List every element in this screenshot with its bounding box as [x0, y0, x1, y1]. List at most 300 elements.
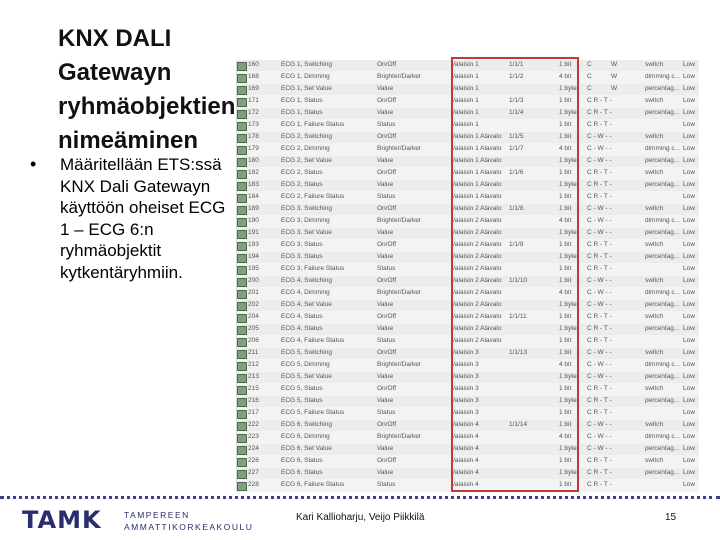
- cell-function: Value: [377, 301, 394, 308]
- cell-priority: Low: [683, 253, 695, 260]
- cell-object-name: ECG 3, Set Value: [281, 229, 332, 236]
- cell-length: 1 bit: [559, 193, 572, 200]
- cell-flags: C R - T -: [587, 409, 612, 416]
- cell-description: Valaisin 1 Alavalo: [451, 133, 502, 140]
- cell-flags: C - W - -: [587, 133, 612, 140]
- cell-length: 1 bit: [559, 349, 572, 356]
- group-object-icon: [237, 398, 247, 407]
- cell-length: 1 bit: [559, 265, 572, 272]
- cell-flags: C R - T -: [587, 169, 612, 176]
- cell-object-number: 173: [248, 121, 259, 128]
- cell-data-type: switch: [645, 457, 664, 464]
- bullet-text: Määritellään ETS:ssä KNX Dali Gatewayn käyttöön oheiset ECG 1 – ECG 6:n ryhmäobjektit kytkentäryhmiin.: [60, 155, 226, 282]
- cell-group-address: 1/1/1: [509, 61, 524, 68]
- cell-length: 1 byte: [559, 397, 577, 404]
- cell-flags: C R - T -: [587, 253, 612, 260]
- cell-object-name: ECG 4, Switching: [281, 277, 332, 284]
- cell-group-address: 1/1/4: [509, 109, 524, 116]
- cell-data-type: dimming c...: [645, 361, 681, 368]
- cell-length: 1 bit: [559, 97, 572, 104]
- footer-divider: [0, 496, 720, 499]
- cell-length: 1 bit: [559, 169, 572, 176]
- cell-flags: C R - T -: [587, 193, 612, 200]
- cell-group-address: 1/1/8: [509, 205, 524, 212]
- cell-data-type: switch: [645, 241, 664, 248]
- cell-group-address: 1/1/10: [509, 277, 528, 284]
- cell-flags: C - W - -: [587, 445, 612, 452]
- group-object-icon: [237, 266, 247, 275]
- cell-function: Status: [377, 409, 396, 416]
- cell-function: On/Off: [377, 457, 397, 464]
- cell-group-address: 1/1/11: [509, 313, 527, 320]
- cell-object-name: ECG 6, Failure Status: [281, 481, 345, 488]
- cell-group-address: 1/1/2: [509, 73, 524, 80]
- cell-data-type: percentag...: [645, 373, 680, 380]
- cell-priority: Low: [683, 109, 695, 116]
- cell-object-name: ECG 1, Status: [281, 109, 323, 116]
- cell-priority: Low: [683, 469, 695, 476]
- group-object-icon: [237, 134, 247, 143]
- group-object-icon: [237, 482, 247, 491]
- cell-function: Value: [377, 397, 394, 404]
- cell-priority: Low: [683, 277, 695, 284]
- cell-length: 1 bit: [559, 313, 572, 320]
- cell-priority: Low: [683, 121, 695, 128]
- group-object-icon: [237, 278, 247, 287]
- cell-description: Valaisin 1 Alavalo: [451, 169, 502, 176]
- cell-length: 1 bit: [559, 409, 572, 416]
- cell-priority: Low: [683, 481, 695, 488]
- cell-priority: Low: [683, 85, 695, 92]
- cell-priority: Low: [683, 73, 695, 80]
- cell-priority: Low: [683, 457, 695, 464]
- cell-data-type: switch: [645, 277, 664, 284]
- cell-priority: Low: [683, 193, 695, 200]
- cell-data-type: percentag...: [645, 253, 680, 260]
- cell-group-address: 1/1/5: [509, 133, 524, 140]
- group-object-icon: [237, 314, 247, 323]
- cell-function: On/Off: [377, 133, 397, 140]
- cell-description: Valaisin 3: [451, 385, 479, 392]
- slide-title: KNX DALI Gatewayn ryhmäobjektien nimeäminen: [58, 25, 236, 154]
- cell-object-number: 227: [248, 469, 259, 476]
- cell-flags: C R - T -: [587, 121, 612, 128]
- cell-length: 1 bit: [559, 241, 572, 248]
- cell-object-number: 215: [248, 385, 259, 392]
- cell-object-name: ECG 1, Status: [281, 97, 323, 104]
- cell-length: 1 bit: [559, 133, 572, 140]
- cell-description: Valaisin 2 Alavalo: [451, 337, 502, 344]
- cell-data-type: switch: [645, 205, 664, 212]
- cell-function: Brighter/Darker: [377, 361, 422, 368]
- cell-object-number: 211: [248, 349, 259, 356]
- group-object-icon: [237, 206, 247, 215]
- cell-priority: Low: [683, 133, 695, 140]
- cell-object-name: ECG 2, Failure Status: [281, 193, 345, 200]
- group-object-icon: [237, 62, 247, 71]
- cell-flags: C R - T -: [587, 265, 612, 272]
- cell-flags: C - W - -: [587, 361, 612, 368]
- cell-function: Value: [377, 157, 394, 164]
- cell-length: 1 byte: [559, 469, 577, 476]
- cell-flags: C R - T -: [587, 397, 612, 404]
- cell-priority: Low: [683, 433, 695, 440]
- cell-object-name: ECG 3, Dimming: [281, 217, 330, 224]
- cell-function: Value: [377, 85, 394, 92]
- cell-object-number: 168: [248, 73, 259, 80]
- cell-description: Valaisin 3: [451, 373, 479, 380]
- cell-length: 1 byte: [559, 85, 577, 92]
- cell-group-address: 1/1/3: [509, 97, 524, 104]
- cell-object-number: 182: [248, 169, 259, 176]
- group-object-icon: [237, 302, 247, 311]
- cell-object-name: ECG 5, Set Value: [281, 373, 332, 380]
- cell-function: Value: [377, 373, 394, 380]
- cell-function: Value: [377, 253, 394, 260]
- cell-flags: C R - T -: [587, 481, 612, 488]
- cell-flags: C R - T -: [587, 241, 612, 248]
- cell-group-address: 1/1/9: [509, 241, 524, 248]
- cell-object-number: 191: [248, 229, 259, 236]
- cell-object-number: 171: [248, 97, 259, 104]
- cell-object-number: 223: [248, 433, 259, 440]
- cell-object-number: 216: [248, 397, 259, 404]
- cell-flags: C - W - -: [587, 205, 612, 212]
- cell-flags: C - W - -: [587, 217, 612, 224]
- cell-function: Status: [377, 193, 396, 200]
- cell-priority: Low: [683, 301, 695, 308]
- cell-object-number: 202: [248, 301, 259, 308]
- cell-length: 4 bit: [559, 217, 572, 224]
- cell-length: 4 bit: [559, 289, 572, 296]
- cell-flags: C: [587, 85, 592, 92]
- cell-data-type: switch: [645, 97, 664, 104]
- cell-object-name: ECG 4, Failure Status: [281, 337, 345, 344]
- cell-object-number: 179: [248, 145, 259, 152]
- cell-function: On/Off: [377, 97, 397, 104]
- cell-function: Status: [377, 265, 396, 272]
- cell-description: Valaisin 1: [451, 121, 479, 128]
- cell-flags: C - W - -: [587, 145, 612, 152]
- group-object-icon: [237, 362, 247, 371]
- cell-object-name: ECG 2, Dimming: [281, 145, 330, 152]
- cell-description: Valaisin 1: [451, 61, 479, 68]
- cell-data-type: switch: [645, 169, 664, 176]
- cell-description: Valaisin 3: [451, 409, 479, 416]
- cell-object-number: 206: [248, 337, 259, 344]
- cell-description: Valaisin 3: [451, 397, 479, 404]
- cell-length: 4 bit: [559, 361, 572, 368]
- cell-object-name: ECG 3, Status: [281, 253, 323, 260]
- cell-group-address: 1/1/14: [509, 421, 528, 428]
- cell-object-number: 200: [248, 277, 259, 284]
- cell-description: Valaisin 2 Alavalo: [451, 253, 502, 260]
- cell-object-name: ECG 3, Switching: [281, 205, 332, 212]
- cell-flags: C: [587, 73, 592, 80]
- cell-object-number: 169: [248, 85, 259, 92]
- cell-object-name: ECG 2, Switching: [281, 133, 332, 140]
- cell-flags: C R - T -: [587, 385, 612, 392]
- cell-object-number: 201: [248, 289, 259, 296]
- cell-flags: C R - T -: [587, 325, 612, 332]
- cell-length: 1 bit: [559, 61, 572, 68]
- tamk-logo: [22, 506, 252, 536]
- cell-data-type: dimming c...: [645, 289, 681, 296]
- group-object-icon: [237, 122, 247, 131]
- cell-length: 1 bit: [559, 121, 572, 128]
- cell-object-number: 195: [248, 265, 259, 272]
- cell-length: 1 byte: [559, 373, 577, 380]
- cell-object-number: 194: [248, 253, 259, 260]
- logo-line-2: AMMATTIKORKEAKOULU: [124, 522, 254, 532]
- cell-length: 1 bit: [559, 421, 572, 428]
- cell-data-type: percentag...: [645, 109, 680, 116]
- cell-length: 1 byte: [559, 301, 577, 308]
- cell-description: Valaisin 2 Alavalo: [451, 325, 502, 332]
- group-object-icon: [237, 254, 247, 263]
- group-object-icon: [237, 218, 247, 227]
- cell-length: 1 byte: [559, 157, 577, 164]
- cell-description: Valaisin 4: [451, 433, 479, 440]
- group-object-icon: [237, 170, 247, 179]
- cell-description: Valaisin 1 Alavalo: [451, 193, 502, 200]
- cell-function: On/Off: [377, 349, 397, 356]
- cell-description: Valaisin 2 Alavalo: [451, 289, 502, 296]
- cell-description: Valaisin 2 Alavalo: [451, 229, 502, 236]
- cell-object-number: 190: [248, 217, 259, 224]
- cell-length: 1 bit: [559, 205, 572, 212]
- cell-function: On/Off: [377, 61, 397, 68]
- cell-length: 1 byte: [559, 325, 577, 332]
- cell-description: Valaisin 3: [451, 361, 479, 368]
- cell-flags-extra: W: [611, 85, 618, 92]
- cell-data-type: percentag...: [645, 181, 680, 188]
- cell-length: 1 bit: [559, 385, 572, 392]
- logo-line-1: TAMPEREEN: [124, 510, 190, 520]
- group-object-icon: [237, 386, 247, 395]
- cell-object-number: 193: [248, 241, 259, 248]
- cell-data-type: percentag...: [645, 325, 680, 332]
- cell-description: Valaisin 1 Alavalo: [451, 145, 502, 152]
- cell-priority: Low: [683, 145, 695, 152]
- group-object-icon: [237, 446, 247, 455]
- cell-length: 1 byte: [559, 229, 577, 236]
- cell-object-name: ECG 3, Status: [281, 241, 323, 248]
- group-object-icon: [237, 350, 247, 359]
- cell-function: On/Off: [377, 241, 397, 248]
- cell-object-number: 226: [248, 457, 259, 464]
- cell-function: Brighter/Darker: [377, 433, 422, 440]
- cell-object-name: ECG 6, Set Value: [281, 445, 332, 452]
- cell-data-type: switch: [645, 385, 664, 392]
- cell-object-number: 184: [248, 193, 259, 200]
- cell-data-type: percentag...: [645, 157, 680, 164]
- cell-flags: C - W - -: [587, 157, 612, 164]
- cell-object-number: 178: [248, 133, 259, 140]
- cell-object-number: 205: [248, 325, 259, 332]
- cell-priority: Low: [683, 385, 695, 392]
- cell-length: 4 bit: [559, 433, 572, 440]
- group-object-icon: [237, 410, 247, 419]
- cell-function: Status: [377, 121, 396, 128]
- cell-priority: Low: [683, 409, 695, 416]
- group-object-icon: [237, 290, 247, 299]
- cell-group-address: 1/1/6: [509, 169, 524, 176]
- cell-object-number: 180: [248, 157, 259, 164]
- cell-description: Valaisin 2 Alavalo: [451, 277, 502, 284]
- cell-priority: Low: [683, 373, 695, 380]
- group-object-icon: [237, 242, 247, 251]
- cell-flags: C - W - -: [587, 277, 612, 284]
- cell-data-type: percentag...: [645, 469, 680, 476]
- cell-flags: C R - T -: [587, 457, 612, 464]
- group-object-icon: [237, 110, 247, 119]
- cell-function: On/Off: [377, 421, 397, 428]
- cell-data-type: percentag...: [645, 229, 680, 236]
- cell-function: Value: [377, 469, 394, 476]
- cell-description: Valaisin 4: [451, 469, 479, 476]
- cell-flags: C R - T -: [587, 469, 612, 476]
- logo-mark: TAMK: [22, 506, 102, 534]
- cell-length: 4 bit: [559, 73, 572, 80]
- cell-priority: Low: [683, 61, 695, 68]
- cell-data-type: switch: [645, 133, 664, 140]
- cell-length: 4 bit: [559, 145, 572, 152]
- cell-function: Status: [377, 481, 396, 488]
- cell-object-name: ECG 6, Dimming: [281, 433, 330, 440]
- cell-function: Brighter/Darker: [377, 73, 422, 80]
- group-object-icon: [237, 182, 247, 191]
- cell-function: On/Off: [377, 313, 397, 320]
- cell-function: Value: [377, 445, 394, 452]
- cell-function: On/Off: [377, 385, 397, 392]
- cell-data-type: dimming c...: [645, 73, 681, 80]
- cell-length: 1 byte: [559, 445, 577, 452]
- cell-flags: C - W - -: [587, 349, 612, 356]
- cell-data-type: switch: [645, 313, 664, 320]
- cell-data-type: switch: [645, 61, 664, 68]
- cell-object-number: 222: [248, 421, 259, 428]
- cell-length: 1 byte: [559, 181, 577, 188]
- group-object-icon: [237, 374, 247, 383]
- cell-description: Valaisin 2 Alavalo: [451, 241, 502, 248]
- cell-flags: C - W - -: [587, 433, 612, 440]
- cell-flags: C R - T -: [587, 337, 612, 344]
- cell-function: Brighter/Darker: [377, 289, 422, 296]
- cell-object-number: 189: [248, 205, 259, 212]
- cell-data-type: dimming c...: [645, 433, 681, 440]
- cell-priority: Low: [683, 361, 695, 368]
- cell-priority: Low: [683, 445, 695, 452]
- cell-object-name: ECG 2, Status: [281, 169, 323, 176]
- cell-function: On/Off: [377, 169, 397, 176]
- cell-priority: Low: [683, 421, 695, 428]
- cell-description: Valaisin 4: [451, 457, 479, 464]
- group-object-icon: [237, 86, 247, 95]
- cell-length: 1 byte: [559, 253, 577, 260]
- cell-object-number: 224: [248, 445, 259, 452]
- cell-data-type: switch: [645, 421, 664, 428]
- cell-priority: Low: [683, 349, 695, 356]
- cell-object-name: ECG 1, Dimming: [281, 73, 330, 80]
- cell-object-name: ECG 1, Set Value: [281, 85, 332, 92]
- cell-object-number: 183: [248, 181, 259, 188]
- cell-object-number: 228: [248, 481, 259, 488]
- cell-flags: C R - T -: [587, 313, 612, 320]
- cell-object-name: ECG 5, Failure Status: [281, 409, 345, 416]
- cell-flags: C - W - -: [587, 229, 612, 236]
- cell-flags-extra: W: [611, 73, 618, 80]
- group-object-icon: [237, 74, 247, 83]
- cell-function: On/Off: [377, 277, 397, 284]
- cell-data-type: dimming c...: [645, 217, 681, 224]
- cell-flags-extra: W: [611, 61, 618, 68]
- cell-flags: C - W - -: [587, 289, 612, 296]
- cell-data-type: dimming c...: [645, 145, 681, 152]
- cell-description: Valaisin 2 Alavalo: [451, 301, 502, 308]
- group-object-icon: [237, 338, 247, 347]
- cell-object-name: ECG 5, Status: [281, 397, 323, 404]
- cell-function: Value: [377, 325, 394, 332]
- cell-data-type: switch: [645, 349, 664, 356]
- cell-description: Valaisin 1 Alavalo: [451, 157, 502, 164]
- cell-description: Valaisin 1: [451, 73, 479, 80]
- cell-object-name: ECG 3, Failure Status: [281, 265, 345, 272]
- cell-priority: Low: [683, 217, 695, 224]
- cell-function: Brighter/Darker: [377, 145, 422, 152]
- group-object-icon: [237, 230, 247, 239]
- cell-object-number: 204: [248, 313, 259, 320]
- group-object-icon: [237, 422, 247, 431]
- cell-flags: C - W - -: [587, 373, 612, 380]
- cell-priority: Low: [683, 337, 695, 344]
- cell-object-number: 160: [248, 61, 259, 68]
- cell-description: Valaisin 4: [451, 445, 479, 452]
- group-object-icon: [237, 326, 247, 335]
- group-object-icon: [237, 98, 247, 107]
- cell-data-type: percentag...: [645, 85, 680, 92]
- cell-priority: Low: [683, 229, 695, 236]
- cell-description: Valaisin 2 Alavalo: [451, 265, 502, 272]
- cell-length: 1 byte: [559, 109, 577, 116]
- cell-object-name: ECG 4, Dimming: [281, 289, 330, 296]
- cell-object-number: 172: [248, 109, 259, 116]
- cell-description: Valaisin 3: [451, 349, 479, 356]
- cell-priority: Low: [683, 397, 695, 404]
- cell-length: 1 bit: [559, 457, 572, 464]
- cell-flags: C - W - -: [587, 301, 612, 308]
- cell-length: 1 bit: [559, 277, 572, 284]
- page-number: 15: [665, 512, 677, 523]
- cell-object-name: ECG 6, Status: [281, 457, 323, 464]
- cell-priority: Low: [683, 241, 695, 248]
- cell-function: Value: [377, 229, 394, 236]
- cell-object-name: ECG 5, Switching: [281, 349, 332, 356]
- cell-description: Valaisin 1: [451, 97, 479, 104]
- cell-object-name: ECG 1, Switching: [281, 61, 332, 68]
- cell-priority: Low: [683, 265, 695, 272]
- cell-object-number: 217: [248, 409, 259, 416]
- cell-object-name: ECG 6, Status: [281, 469, 323, 476]
- group-object-icon: [237, 458, 247, 467]
- cell-object-name: ECG 1, Failure Status: [281, 121, 345, 128]
- cell-description: Valaisin 4: [451, 421, 479, 428]
- cell-priority: Low: [683, 313, 695, 320]
- cell-flags: C - W - -: [587, 421, 612, 428]
- cell-function: On/Off: [377, 205, 397, 212]
- cell-object-name: ECG 2, Status: [281, 181, 323, 188]
- cell-flags: C: [587, 61, 592, 68]
